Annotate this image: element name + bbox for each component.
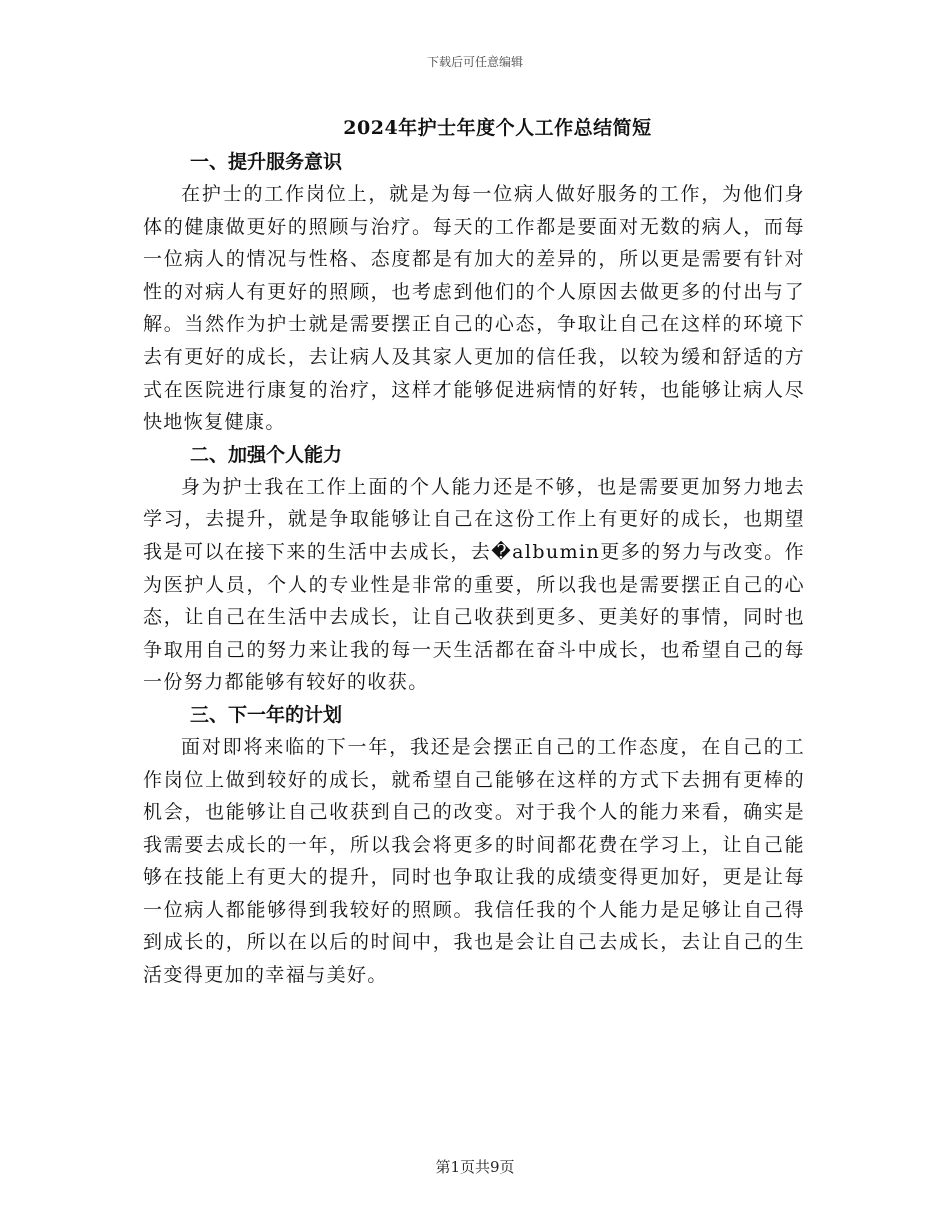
document-title: 2024年护士年度个人工作总结简短 bbox=[343, 117, 652, 139]
section-paragraph: 面对即将来临的下一年，我还是会摆正自己的工作态度，在自己的工作岗位上做到较好的成长，就希望自己能够在这样的方式下去拥有更棒的机会，也能够让自己收获到自己的改变。对于我个人的能力来看，确实是我需要去成长的一年，所以我会将更多的时间都花费在学习上，让自己能够在技能上有更大的提升，同时也争取让我的成绩变得更加好，更是让每一位病人都能够得到我较好的照顾。我信任我的个人能力是足够让自己得到成长的，所以在以后的时间中，我也是会让自己去成长，去让自己的生活变得更加的幸福与美好。 bbox=[143, 735, 805, 987]
section-service-awareness bbox=[143, 146, 805, 439]
section-next-year-plan bbox=[143, 699, 805, 992]
section-heading: 一、提升服务意识 bbox=[190, 151, 343, 173]
section-personal-ability bbox=[143, 439, 805, 699]
document-body bbox=[143, 146, 805, 992]
page-number-indicator: 第1页共9页 bbox=[435, 1158, 515, 1176]
section-heading: 二、加强个人能力 bbox=[190, 443, 343, 466]
section-paragraph: 身为护士我在工作上面的个人能力还是不够，也是需要更加努力地去学习，去提升，就是争取能够让自己在这份工作上有更好的成长，也期望我是可以在接下来的生活中去成长，去�albumin更多的努力与改变。作为医护人员，个人的专业性是非常的重要，所以我也是需要摆正自己的心态，让自己在生活中去成长，让自己收获到更多、更美好的事情，同时也争取用自己的努力来让我的每一天生活都在奋斗中成长，也希望自己的每一份努力都能够有较好的收获。 bbox=[143, 475, 805, 694]
section-heading: 三、下一年的计划 bbox=[190, 703, 343, 726]
section-paragraph: 在护士的工作岗位上，就是为每一位病人做好服务的工作，为他们身体的健康做更好的照顾与治疗。每天的工作都是要面对无数的病人，而每一位病人的情况与性格、态度都是有加大的差异的，所以更是需要有针对性的对病人有更好的照顾，也考虑到他们的个人原因去做更多的付出与了解。当然作为护士就是需要摆正自己的心态，争取让自己在这样的环境下去有更好的成长，去让病人及其家人更加的信任我，以较为缓和舒适的方式在医院进行康复的治疗，这样才能够促进病情的好转，也能够让病人尽快地恢复健康。 bbox=[143, 183, 805, 434]
page-header-note: 下载后可任意编辑 bbox=[426, 55, 523, 69]
